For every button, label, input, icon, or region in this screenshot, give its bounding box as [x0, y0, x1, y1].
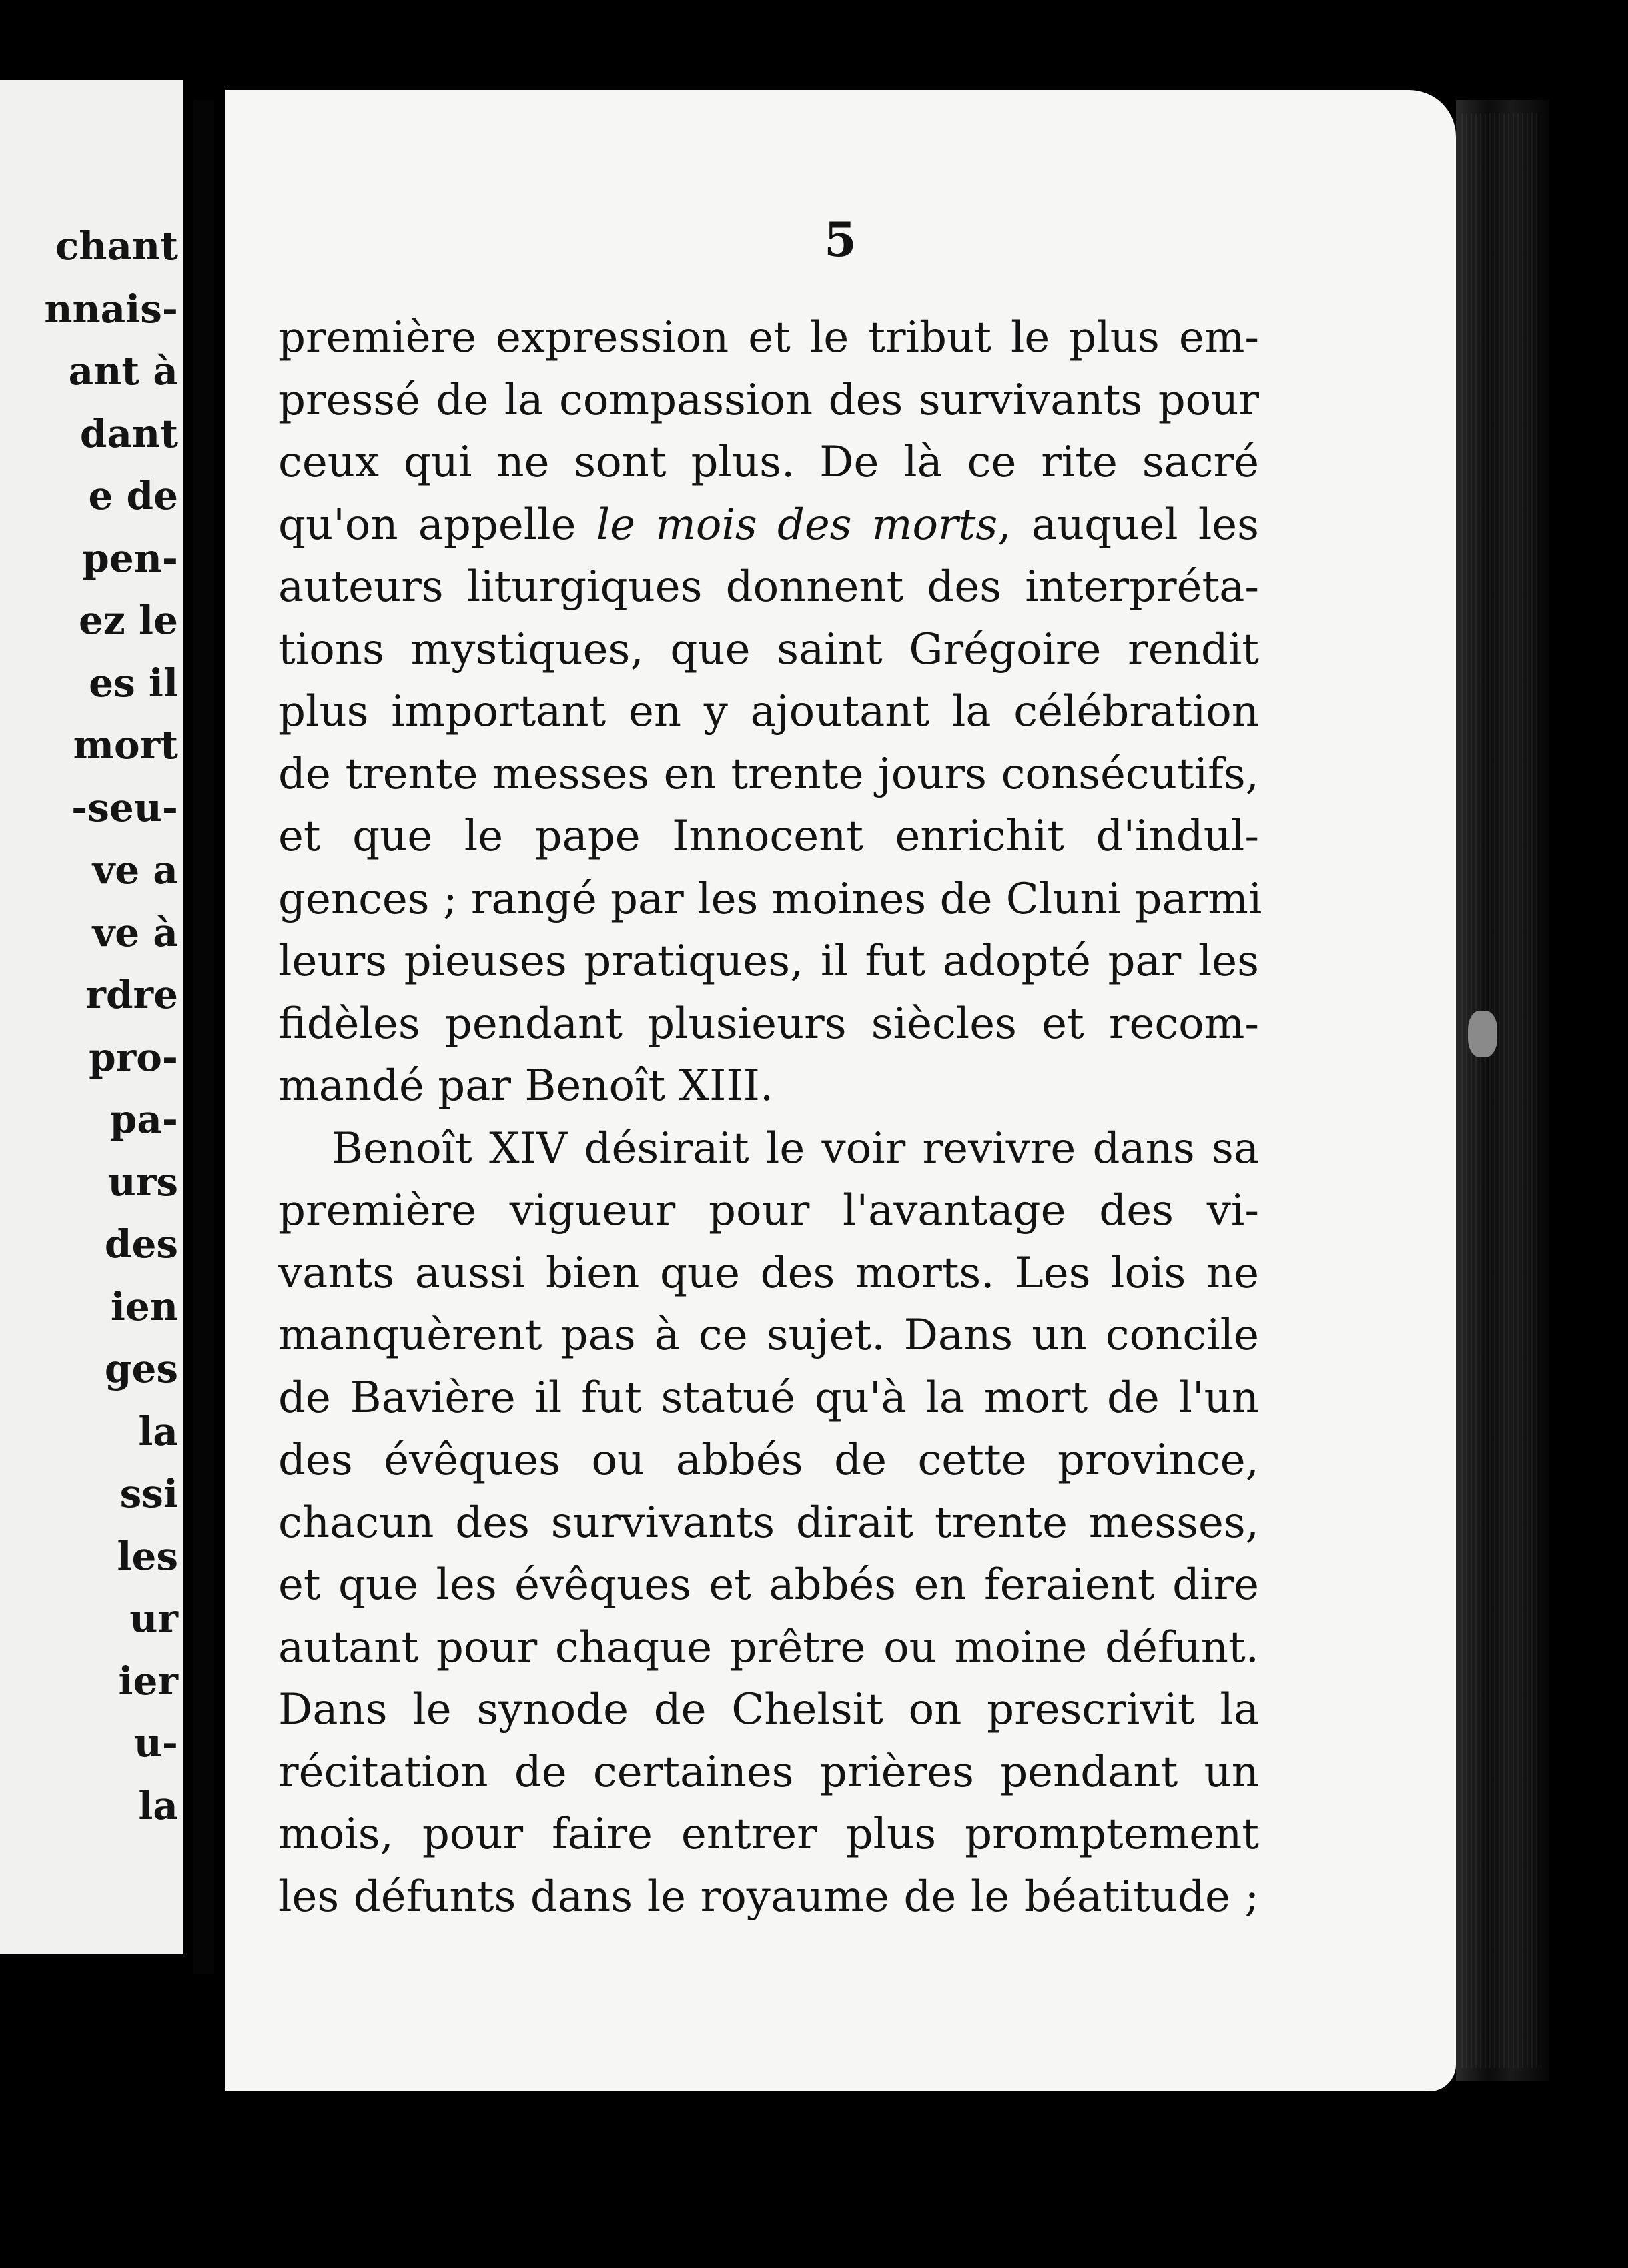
left-page-line: es il — [89, 660, 178, 706]
left-page-line: ien — [110, 1283, 178, 1329]
left-page-line: urs — [107, 1159, 178, 1205]
left-page-line: ve à — [92, 909, 178, 955]
text-line: première vigueur pour l'avantage des vi- — [278, 1186, 1259, 1235]
left-page-line: u- — [133, 1720, 178, 1766]
text-line: pressé de la compassion des survivants pour — [278, 375, 1259, 425]
text-line: les défunts dans le royaume de le béatitude ; — [278, 1872, 1259, 1922]
text-line: récitation de certaines prières pendant un — [278, 1747, 1259, 1797]
text-line: fidèles pendant plusieurs siècles et recom- — [278, 999, 1259, 1049]
text-line: vants aussi bien que des morts. Les lois ne — [278, 1248, 1259, 1298]
left-page-line: ssi — [119, 1471, 178, 1516]
left-page-line: pa- — [109, 1097, 178, 1142]
left-page-line: les — [117, 1533, 178, 1579]
left-page-line: ve a — [92, 847, 178, 893]
text-line: Dans le synode de Chelsit on prescrivit la — [278, 1685, 1259, 1734]
text-line: Benoît XIV désirait le voir revivre dans sa — [332, 1123, 1259, 1173]
clasp-mark — [1468, 1011, 1497, 1057]
text-line: plus important en y ajoutant la célébration — [278, 687, 1259, 736]
left-page-line: la — [138, 1782, 178, 1828]
left-page-line: dant — [79, 410, 178, 456]
left-page-line: mort — [73, 722, 178, 768]
left-page-line: ges — [104, 1346, 178, 1391]
text-line: mois, pour faire entrer plus promptement — [278, 1810, 1259, 1859]
text-line: manquèrent pas à ce sujet. Dans un concile — [278, 1311, 1259, 1360]
page-number: 5 — [824, 212, 857, 267]
page-edge-lines — [1461, 113, 1541, 2068]
left-page-line: pen- — [82, 535, 178, 581]
body-text — [278, 307, 1262, 1928]
text-line: et que les évêques et abbés en feraient dire — [278, 1560, 1259, 1610]
book-gutter — [193, 100, 214, 1974]
left-page-line: la — [138, 1408, 178, 1454]
main-page — [225, 90, 1456, 2091]
text-line: chacun des survivants dirait trente messes, — [278, 1498, 1259, 1548]
text-line: mandé par Benoît XIII. — [278, 1061, 774, 1111]
text-line: auteurs liturgiques donnent des interpréta- — [278, 562, 1259, 612]
left-page-line: ez le — [79, 598, 178, 643]
left-page-line: des — [104, 1221, 178, 1267]
left-page-line: ur — [129, 1596, 178, 1641]
left-page-line: nnais- — [44, 286, 178, 332]
italic-phrase: le mois des morts — [596, 500, 998, 550]
text-line: qu'on appelle le mois des morts, auquel les — [278, 500, 1259, 550]
left-page-line: chant — [55, 223, 178, 269]
text-line: des évêques ou abbés de cette province, — [278, 1436, 1259, 1485]
left-facing-page — [0, 80, 183, 1954]
left-page-line: ier — [118, 1658, 178, 1704]
left-page-line: e de — [88, 473, 178, 518]
text-line: et que le pape Innocent enrichit d'indul- — [278, 812, 1259, 861]
text-line: gences ; rangé par les moines de Cluni parmi — [278, 874, 1262, 924]
left-page-line: pro- — [89, 1034, 178, 1080]
left-page-line: -seu- — [71, 784, 178, 830]
text-line: ceux qui ne sont plus. De là ce rite sacré — [278, 438, 1259, 487]
text-line: leurs pieuses pratiques, il fut adopté par les — [278, 937, 1259, 986]
text-line: première expression et le tribut le plus em- — [278, 313, 1259, 362]
text-line: de trente messes en trente jours consécutifs, — [278, 749, 1259, 799]
left-page-line: rdre — [85, 972, 178, 1017]
text-line: de Bavière il fut statué qu'à la mort de l'un — [278, 1373, 1259, 1423]
text-line: autant pour chaque prêtre ou moine défunt. — [278, 1622, 1259, 1672]
text-line: tions mystiques, que saint Grégoire rendit — [278, 624, 1259, 674]
left-page-line: ant à — [68, 348, 178, 394]
